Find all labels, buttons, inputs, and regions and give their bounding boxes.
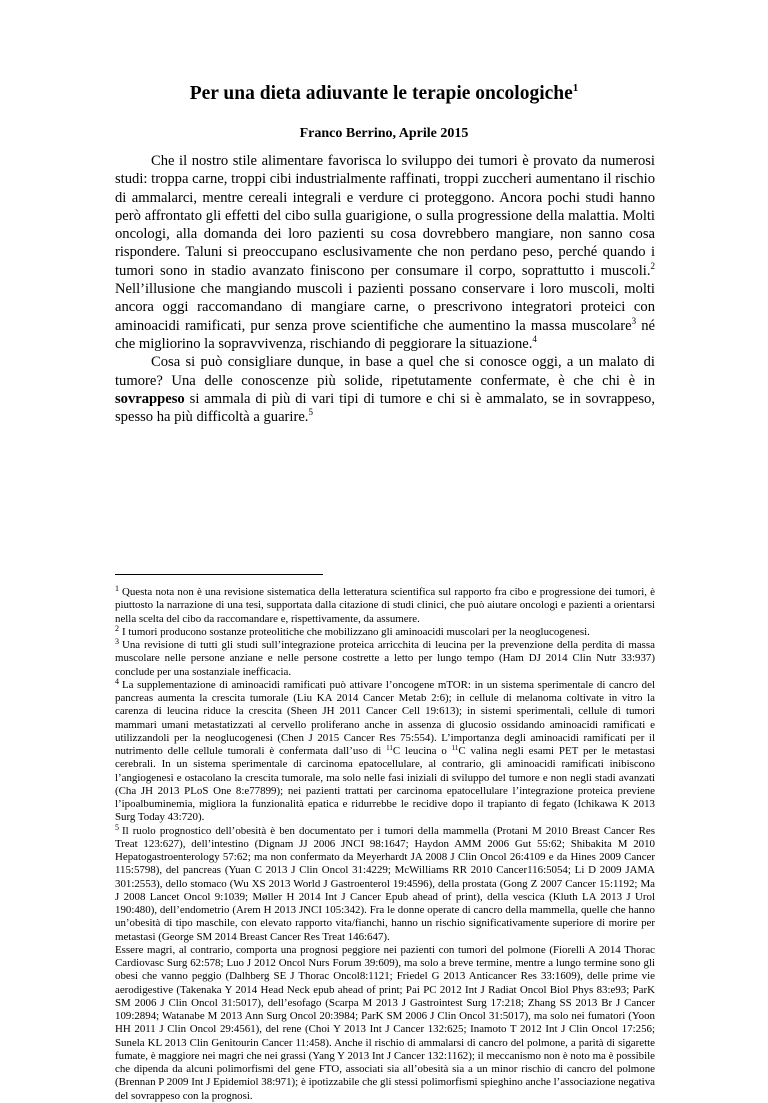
author-line: Franco Berrino, Aprile 2015 (299, 126, 469, 141)
footnote-ref[interactable]: 3 (631, 315, 637, 326)
footnote-3 (115, 639, 655, 679)
footnote-5-continuation (115, 944, 655, 1103)
footnote-mark: 2 (115, 623, 119, 633)
emphasis-text: sovrappeso (115, 390, 185, 407)
paragraph-text: Che il nostro stile alimentare favorisca lo sviluppo dei tumori è provato da numerosi studi: troppa carne, troppi cibi industrialmente raffinati, troppi zuccheri aumentano il rischio di ammalarci, mentre cereali integrali e verdure ci proteggono. Ancora pochi studi hanno però affrontato gli effetti del cibo sulla guarigione, o sulla progressione della malattia. Molti oncologi, alla domanda dei loro pazienti su cosa dovrebbero mangiare, non sanno cosa rispondere. Taluni si preoccupano esclusivamente che non perdano peso, perché quando i tumori sono in stadio avanzato finiscono per consumare il corpo, soprattutto i muscoli. (115, 153, 655, 279)
footnote-text: C valina negli esami PET per le metastasi cerebrali. In un sistema sperimentale di carcinoma epatocellulare, al contrario, gli aminoacidi ramificati inibiscono l’angiogenesi e ostacolano la crescita tumorale, ma solo nelle fasi iniziali di sviluppo del tumore e non negli stadi avanzati (Cha JH 2013 PLoS One 8:e77899); nei pazienti trattati per carcinoma epatocellulare l’integrazione proteica previene l’ipoalbuminemia, migliora la funzionalità epatica e ridurrebbe le recidive dopo il trapianto di fegato (Ichikawa K 2013 Surg Today 43:720). (115, 745, 655, 824)
document-title (0, 82, 768, 106)
footnote-separator (115, 574, 323, 575)
footnote-ref[interactable]: 4 (532, 333, 537, 344)
footnote-text: Essere magri, al contrario, comporta una prognosi peggiore nei pazienti con tumori del polmone (Fiorelli A 2014 Thorac Cardiovasc Surg 62:578; Luo J 2012 Oncol Nurs Forum 39:609), ma solo a breve termine, mentre a lungo termine sono gli obesi che vanno peggio (Dalhberg SE J Thorac Oncol8:1121; Friedel G 2013 Anticancer Res 33:1609), delle prime vie aerodigestive (Takenaka Y 2014 Head Neck epub ahead of print; Pai PC 2012 Int J Radiat Oncol Biol Phys 83:e93; ParK SM 2006 J Clin Oncol 31:5017), dell’esofago (Scarpa M 2013 J Gastrointest Surg 17:218; Zhang SS 2013 Br J Cancer 109:2894; Watanabe M 2013 Ann Surg Oncol 20:3984; ParK SM 2006 J Clin Oncol 31:5017), ma solo nei fumatori (Yoon HH 2011 J Clin Oncol 29:4561), del rene (Choi Y 2013 Int J Cancer 132:625; Inamoto T 2012 Int J Clin Oncol 17:256; Sunela KL 2013 Clin Genitourin Cancer 11:458). Anche il rischio di ammalarsi di cancro del polmone, a parità di sigarette fumate, è maggiore nei magri che nei grassi (Yang Y 2013 Int J Cancer 132:1162); il meccanismo non è noto ma è possibile che dipenda da alcuni polimorfismi del gene FTO, associati sia all’obesità sia a un minor rischio di cancro del polmone (Brennan P 2009 Int J Epidemiol 38:971); è ipotizzabile che gli stessi polimorfismi spieghino anche l’associazione negativa del sovrappeso con la prognosi. (115, 943, 655, 1102)
footnote-5 (115, 822, 655, 944)
footnote-mark: 4 (115, 676, 119, 686)
paragraph-text: né che migliorino la sopravvivenza, rischiando di peggiorare la situazione. (115, 317, 655, 352)
paragraph-text: Cosa si può consigliare dunque, in base a quel che si conosce oggi, a un malato di tumore? Una delle conoscenze più solide, ripetutamente confermate, è che chi è in (115, 354, 655, 389)
footnote-text: C leucina o (392, 745, 452, 757)
footnote-ref[interactable]: 5 (308, 407, 313, 418)
footnote-text: Una revisione di tutti gli studi sull’integrazione proteica arricchita di leucina per la prevenzione della perdita di massa muscolare nelle persone anziane e nelle persone costrette a letto per lungo tempo (Ham DJ 2014 Clin Nutr 33:937) conclude per una sostanziale inefficacia. (115, 639, 655, 678)
footnote-2 (115, 623, 655, 639)
footnote-ref[interactable]: 2 (650, 260, 655, 271)
footnote-mark: 1 (115, 584, 119, 593)
footnote-text: La supplementazione di aminoacidi ramificati può attivare l’oncogene mTOR: in un sistema sperimentale di cancro del pancreas aumenta la crescita tumorale (Liu KA 2014 Cancer Metab 2:6); in cellule di melanoma coltivate in vitro la carenza di leucina riduce la crescita (Sheen JH 2011 Cancer Cell 19:613); in sistemi sperimentali, cellule di tumori mammari umani metastatizzati al cervello proliferano anche in assenza di glucosio ossidando aminoacidi ramificati e utilizzandoli per la neoglucogenesi (Chen J 2015 Cancer Res 75:554). L’importanza degli aminoacidi ramificati per il nutrimento delle cellule tumorali è confermata dall’uso di (115, 678, 655, 757)
title-footnote-ref[interactable]: 1 (572, 82, 579, 94)
footnote-1 (115, 586, 655, 626)
body-paragraph (115, 353, 655, 426)
footnote-4 (115, 676, 655, 825)
isotope-superscript: 11 (386, 744, 393, 752)
paragraph-text: Nell’illusione che mangiando muscoli i pazienti possano conservare i loro muscoli, molti ancora oggi raccomandano di mangiare carne, o prescrivono integratori proteici con aminoacidi ramificati, pur senza prove scientifiche che aumentino la massa muscolare (115, 281, 655, 334)
title-text: Per una dieta adiuvante le terapie oncologiche (189, 83, 573, 104)
body-paragraph (115, 152, 655, 353)
body-text (115, 152, 655, 426)
footnote-text: Il ruolo prognostico dell’obesità è ben documentato per i tumori della mammella (Protani M 2010 Breast Cancer Res Treat 123:627), dell’intestino (Dignam JJ 2006 JNCI 98:1647; Haydon AMM 2006 Gut 55:62; Shibakita M 2010 Hepatogastroenterology 57:62; ma non confermato da Meyerhardt JA 2008 J Clin Oncol 26:4109 e da Hines 2009 Cancer 115:5798), del pancreas (Yuan C 2013 J Clin Oncol 31:4229; McWilliams RR 2010 Cancer116:5054; Li D 2009 JAMA 301:2553), dello stomaco (Wu XS 2013 World J Gastroenterol 19:4596), della prostata (Gong Z 2007 Cancer 15:1192; Ma J 2008 Lancet Oncol 9:1039; Møller H 2014 Int J Cancer Epub ahead of print), della vescica (Kluth LA 2013 J Urol 190:480), dell’endometrio (Arem H 2013 JNCI 105:342). Fra le donne operate di cancro della mammella, quelle che hanno un’obesità di tipo maschile, con elevato rapporto vita/fianchi, hanno un rischio significativamente superiore di morire per metastasi (George SM 2014 Breast Cancer Res Treat 146:647). (115, 824, 655, 943)
isotope-superscript: 11 (451, 744, 459, 752)
footnote-mark: 5 (115, 822, 119, 832)
footnote-text: Questa nota non è una revisione sistematica della letteratura scientifica sul rapporto fra cibo e progressione dei tumori, è piuttosto la narrazione di una tesi, supportata dalla citazione di studi clinici, che può aiutare oncologi e pazienti a orientarsi nella scelta del cibo da raccomandare e, rispettivamente, da assumere. (115, 586, 655, 625)
paragraph-text: si ammala di più di vari tipi di tumore e chi si è ammalato, se in sovrappeso, spesso ha più difficoltà a guarire. (115, 390, 655, 426)
footnote-mark: 3 (115, 637, 119, 646)
footnote-text: I tumori producono sostanze proteolitiche che mobilizzano gli aminoacidi muscolari per la neoglucogenesi. (122, 625, 590, 638)
footnotes (115, 586, 655, 1103)
